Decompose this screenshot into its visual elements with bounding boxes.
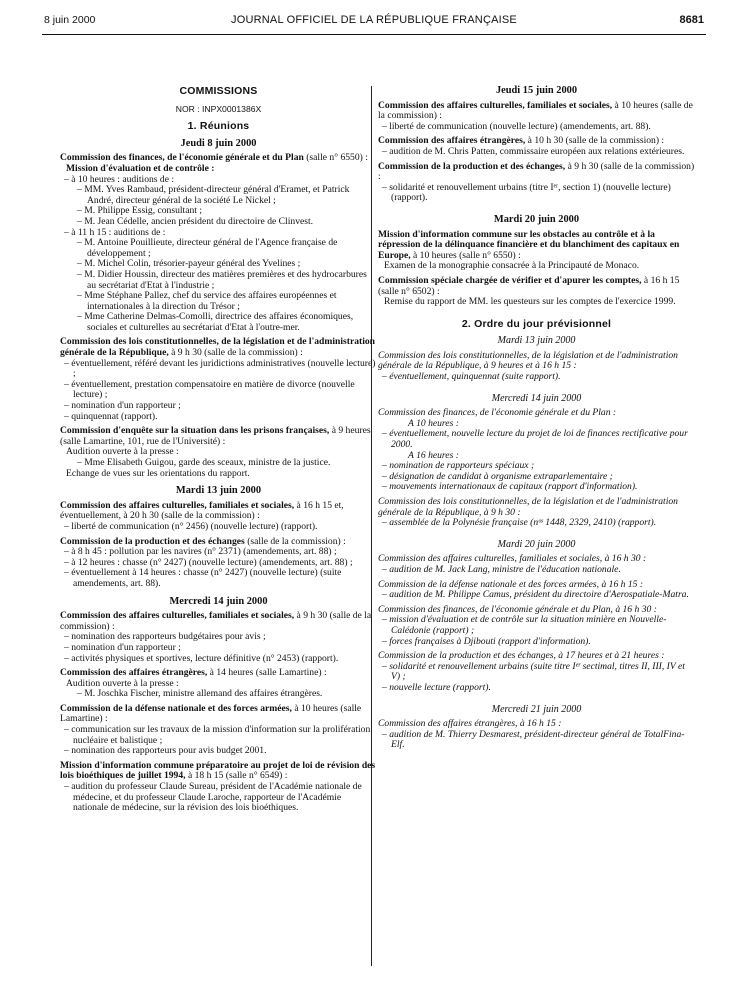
meeting-time: à 9 h 30 (salle de la commission) : — [378, 160, 695, 183]
day-heading: Mardi 13 juin 2000 — [497, 335, 576, 347]
agenda-item: – nomination d'un rapporteur ; — [64, 400, 181, 412]
meeting-time: à 10 h 30 (salle de la commission) : — [527, 135, 665, 147]
day-heading: Mercredi 14 juin 2000 — [169, 595, 268, 607]
meeting-time: à 10 heures (salle de la commission) : — [378, 99, 693, 122]
day-heading: Mercredi 14 juin 2000 — [491, 392, 582, 404]
agenda-item: – M. Antoine Pouillieute, directeur général de l'Agence française de développement ; — [77, 237, 338, 259]
agenda-entry — [378, 580, 695, 601]
meeting-entry — [378, 136, 695, 157]
agenda-entry — [378, 605, 695, 647]
meeting-time: à 16 h 15 (salle n° 6502) : — [378, 274, 680, 297]
agenda-item: – à 11 h 15 : auditions de : — [64, 226, 166, 238]
meeting-time: à 18 h 15 (salle n° 6549) : — [187, 770, 288, 782]
meeting-time: à 10 heures (salle n° 6550) : — [413, 249, 521, 261]
committee-name: Commission des affaires étrangères, à 16 h 15 : — [378, 718, 562, 730]
agenda-item: – nomination de rapporteurs spéciaux ; — [382, 460, 535, 472]
meeting-entry — [60, 761, 377, 814]
agenda-item: – M. Jean Cédelle, ancien président du directoire de Clinvest. — [77, 215, 314, 227]
header-date: 8 juin 2000 — [44, 14, 96, 26]
right-column — [378, 86, 695, 751]
agenda-item: – audition de M. Thierry Desmarest, président-directeur général de TotalFina-Elf. — [382, 728, 685, 751]
agenda-item: – audition de M. Jack Lang, ministre de l'éducation nationale. — [382, 563, 621, 575]
agenda-item: – liberté de communication (n° 2456) (nouvelle lecture) (rapport). — [64, 520, 318, 532]
committee-name: Commission d'enquête sur la situation dans les prisons françaises, — [60, 425, 330, 437]
committee-name: Commission de la production et des échanges, à 17 heures et à 21 heures : — [378, 650, 665, 662]
committee-name: Commission des lois constitutionnelles, de la législation et de l'administration générale de la République, à 9 heures et à 16 h 15 : — [378, 349, 678, 372]
agenda-item: – assemblée de la Polynésie française (nᵒˢ 1448, 2329, 2410) (rapport). — [382, 517, 657, 529]
journal-title: JOURNAL OFFICIEL DE LA RÉPUBLIQUE FRANÇAISE — [231, 14, 517, 26]
agenda-item: – M. Philippe Essig, consultant ; — [77, 205, 202, 217]
committee-name: Commission de la défense nationale et des forces armées, à 16 h 15 : — [378, 578, 644, 590]
agenda-entry — [378, 351, 695, 383]
agenda-item: – désignation de candidat à organisme extraparlementaire ; — [382, 470, 613, 482]
committee-name: Commission de la défense nationale et des forces armées, — [60, 702, 292, 714]
agenda-item: – M. Michel Colin, trésorier-payeur général des Yvelines ; — [77, 258, 301, 270]
committee-name: Commission de la production et des échanges — [60, 535, 245, 547]
agenda-item: – M. Didier Houssin, directeur des matières premières et des hydrocarbures au secrétariat d'Etat à l'industrie ; — [77, 268, 367, 291]
committee-name: Commission des affaires culturelles, familiales et sociales, à 16 h 30 : — [378, 553, 647, 565]
mission-name: Mission d'évaluation et de contrôle : — [66, 162, 215, 174]
agenda-item: Audition ouverte à la presse : — [66, 446, 179, 458]
agenda-item: Examen de la monographie consacrée à la Principauté de Monaco. — [384, 260, 640, 272]
day-heading: Mardi 20 juin 2000 — [497, 538, 576, 550]
meeting-entry — [60, 337, 377, 422]
meeting-entry — [378, 230, 695, 272]
agenda-item: – éventuellement, nouvelle lecture du projet de loi de finances rectificative pour 2000. — [382, 428, 688, 451]
meeting-time: à 16 h 15 et, éventuellement, à 20 h 30 (salle de la commission) : — [60, 499, 344, 522]
subsection-title: 1. Réunions — [187, 120, 250, 133]
agenda-item: – nomination des rapporteurs pour avis budget 2001. — [64, 745, 267, 757]
agenda-entry — [378, 554, 695, 575]
agenda-item: – Mme Catherine Delmas-Comolli, directrice des affaires économiques, sociales et culturelles au secrétariat d'Etat à l'outre-mer. — [77, 311, 354, 333]
committee-name: Mission d'information commune sur les obstacles au contrôle et à la répression de la délinquance financière et du blanchiment des capitaux en Europe, — [378, 228, 680, 261]
agenda-item: – solidarité et renouvellement urbains (titre Iᵉʳ, section 1) (nouvelle lecture) (rapport). — [382, 181, 671, 204]
meeting-time: à 10 heures (salle Lamartine) : — [60, 702, 362, 725]
agenda-item: – Mme Stéphane Pallez, chef du service des affaires européennes et internationales à la direction du Trésor ; — [77, 290, 337, 312]
meeting-time: à 9 h 30 (salle de la commission) : — [171, 347, 303, 359]
committee-name: Commission de la production et des échanges, — [378, 160, 566, 172]
header-rule — [42, 34, 706, 35]
committee-name: Commission des finances, de l'économie générale et du Plan — [60, 152, 304, 164]
agenda-item: Audition ouverte à la presse : — [66, 677, 179, 689]
agenda-item: – solidarité et renouvellement urbains (suite titre Iᵉʳ sectimal, titres II, III, IV et V) ; — [382, 660, 685, 683]
agenda-item: – nouvelle lecture (rapport). — [382, 681, 491, 693]
agenda-item: – liberté de communication (nouvelle lecture) (amendements, art. 88). — [382, 120, 651, 132]
day-heading: Mardi 13 juin 2000 — [175, 485, 262, 497]
committee-name: Commission des finances, de l'économie générale et du Plan, à 16 h 30 : — [378, 603, 657, 615]
agenda-item: – forces françaises à Djibouti (rapport d'information). — [382, 635, 591, 647]
meeting-entry — [60, 611, 377, 664]
meeting-entry — [378, 162, 695, 204]
agenda-item: – communication sur les travaux de la mission d'information sur la prolifération nucléaire et balistique ; — [64, 724, 371, 746]
agenda-item: – à 8 h 45 : pollution par les navires (n° 2371) (amendements, art. 88) ; — [64, 546, 337, 558]
meeting-time: à 9 h 30 (salle de la commission) : — [60, 610, 372, 632]
meeting-entry — [378, 276, 695, 308]
committee-name: Commission spéciale chargée de vérifier et d'apurer les comptes, — [378, 274, 642, 286]
agenda-item: – à 10 heures : auditions de : — [64, 173, 175, 185]
meeting-time: à 14 heures (salle Lamartine) : — [209, 667, 327, 679]
agenda-item: Remise du rapport de MM. les questeurs sur les comptes de l'exercice 1999. — [384, 296, 676, 308]
agenda-item: – mouvements internationaux de capitaux (rapport d'information). — [382, 481, 638, 493]
agenda-item: – éventuellement, référé devant les juridictions administratives (nouvelle lecture) ; — [64, 357, 376, 380]
committee-name: Commission des affaires étrangères, — [378, 135, 526, 147]
agenda-item: – nomination des rapporteurs budgétaires pour avis ; — [64, 631, 266, 643]
agenda-item: Echange de vues sur les orientations du rapport. — [66, 467, 250, 479]
meeting-time: à 9 heures (salle Lamartine, 101, rue de l'Université) : — [60, 425, 371, 447]
meeting-entry — [60, 537, 377, 590]
page-header — [44, 14, 704, 32]
agenda-item: – mission d'évaluation et de contrôle sur la situation minière en Nouvelle-Calédonie (rapport) ; — [382, 614, 667, 636]
committee-name: Commission des affaires culturelles, familiales et sociales, — [60, 610, 295, 622]
meeting-entry — [60, 426, 377, 479]
section-title: COMMISSIONS — [179, 85, 258, 97]
agenda-entry — [378, 497, 695, 529]
agenda-item: – audition de M. Chris Patten, commissaire européen aux relations extérieures. — [382, 145, 685, 157]
agenda-item: – nomination d'un rapporteur ; — [64, 641, 181, 653]
agenda-entry — [378, 651, 695, 693]
agenda-item: – Mme Elisabeth Guigou, garde des sceaux, ministre de la justice. — [77, 457, 331, 468]
agenda-item: – M. Joschka Fischer, ministre allemand des affaires étrangères. — [77, 688, 323, 700]
day-heading: Mercredi 21 juin 2000 — [491, 703, 582, 715]
agenda-item: – audition du professeur Claude Sureau, président de l'Académie nationale de médecine, et du professeur Claude Laroche, rapporteur de l'Académie nationale de médecine, sur la révision des lois bioéthiques. — [64, 781, 362, 814]
agenda-item: – éventuellement, quinquennat (suite rapport). — [382, 371, 561, 383]
agenda-item: – audition de M. Philippe Camus, président du directoire d'Aerospatiale-Matra. — [382, 589, 689, 601]
day-heading: Jeudi 8 juin 2000 — [180, 137, 257, 149]
agenda-item: – éventuellement, prestation compensatoire en matière de divorce (nouvelle lecture) ; — [64, 378, 355, 401]
left-column — [60, 86, 377, 814]
committee-name: Commission des lois constitutionnelles, de la législation et de l'administration générale de la République, à 9 h 30 : — [378, 496, 678, 518]
agenda-item: – quinquennat (rapport). — [64, 410, 158, 422]
meeting-room: (salle n° 6550) : — [306, 152, 368, 164]
meeting-entry — [60, 704, 377, 757]
agenda-item: – à 12 heures : chasse (n° 2427) (nouvelle lecture) (amendements, art. 88) ; — [64, 556, 353, 568]
time-heading: A 16 heures : — [408, 449, 459, 461]
committee-name: Commission des finances, de l'économie générale et du Plan : — [378, 407, 617, 419]
time-heading: A 10 heures : — [408, 417, 459, 429]
committee-name: Commission des affaires culturelles, familiales et sociales, — [60, 499, 295, 511]
agenda-item: – éventuellement à 14 heures : chasse (n° 2427) (nouvelle lecture) (suite amendements, art. 88). — [64, 567, 342, 589]
agenda-entry — [378, 719, 695, 751]
agenda-entry — [378, 408, 695, 493]
nor-reference: NOR : INPX0001386X — [175, 103, 262, 114]
agenda-item: – activités physiques et sportives, lecture définitive (n° 2453) (rapport). — [64, 652, 339, 664]
page-number: 8681 — [679, 14, 704, 26]
meeting-room: (salle de la commission) : — [247, 535, 346, 547]
meeting-entry — [60, 668, 377, 700]
committee-name: Commission des lois constitutionnelles, de la législation et de l'administration générale de la République, — [60, 336, 376, 359]
committee-name: Mission d'information commune préparatoire au projet de loi de révision des lois bioéthiques de juillet 1994, — [60, 759, 376, 782]
committee-name: Commission des affaires étrangères, — [60, 667, 208, 679]
day-heading: Jeudi 15 juin 2000 — [495, 85, 578, 96]
meeting-entry — [60, 501, 377, 533]
committee-name: Commission des affaires culturelles, familiales et sociales, — [378, 99, 613, 111]
meeting-entry — [378, 101, 695, 133]
subsection-title: 2. Ordre du jour prévisionnel — [461, 317, 612, 330]
day-heading: Mardi 20 juin 2000 — [493, 213, 580, 225]
agenda-item: – MM. Yves Rambaud, président-directeur général d'Eramet, et Patrick André, directeur général de la société Le Nickel ; — [77, 184, 350, 206]
meeting-entry — [60, 153, 377, 333]
